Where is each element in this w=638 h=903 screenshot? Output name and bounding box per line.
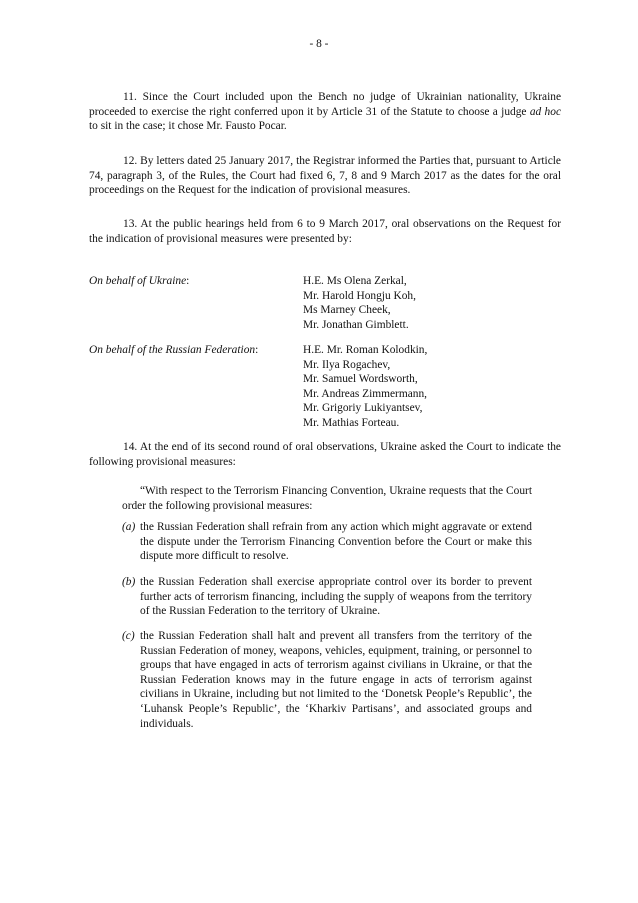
russia-label-colon: : — [255, 344, 259, 356]
paragraph-14 — [89, 440, 561, 469]
paragraph-11-end: to sit in the case; it chose Mr. Fausto Pocar. — [89, 120, 287, 133]
measure-marker: (a) — [122, 521, 136, 533]
measure-b — [122, 575, 532, 619]
measure-text: the Russian Federation shall exercise appropriate control over its border to prevent further acts of terrorism financing, including the supply of weapons from the territory of the Russian Federation to the territory of Ukraine. — [140, 576, 532, 618]
paragraph-12 — [89, 154, 561, 198]
paragraph-14-text: 14. At the end of its second round of oral observations, Ukraine asked the Court to indicate the following provisional measures: — [89, 441, 561, 468]
representative-name: Mr. Andreas Zimmermann, — [303, 387, 428, 400]
representative-name: H.E. Ms Olena Zerkal, — [303, 275, 407, 287]
measure-marker: (b) — [122, 576, 136, 588]
paragraph-11-text: 11. Since the Court included upon the Bench no judge of Ukrainian nationality, Ukraine proceeded to exercise the right conferred upon it by Article 31 of the Statute to choose a judge — [89, 91, 561, 118]
representative-name: Mr. Harold Hongju Koh, — [303, 289, 416, 302]
measure-text: the Russian Federation shall refrain from any action which might aggravate or extend the dispute under the Terrorism Financing Convention before the Court or make this dispute more difficult to resolve. — [140, 521, 532, 563]
quote-intro-text: “With respect to the Terrorism Financing Convention, Ukraine requests that the Court order the following provisional measures: — [122, 485, 532, 512]
paragraph-13 — [89, 217, 561, 246]
representative-name: Mr. Ilya Rogachev, — [303, 358, 391, 371]
measure-marker: (c) — [122, 630, 135, 642]
russia-representatives — [303, 343, 427, 431]
paragraph-12-text: 12. By letters dated 25 January 2017, the Registrar informed the Parties that, pursuant to Article 74, paragraph 3, of the Rules, the Court had fixed 6, 7, 8 and 9 March 2017 as the dates for the oral proceedings on the Request for the indication of provisional measures. — [89, 155, 561, 197]
russia-label — [89, 343, 258, 358]
representative-name: Mr. Grigoriy Lukiyantsev, — [303, 402, 423, 415]
representative-name: H.E. Mr. Roman Kolodkin, — [303, 344, 428, 356]
representative-name: Mr. Mathias Forteau. — [303, 416, 400, 429]
quote-intro — [122, 484, 532, 513]
ukraine-label — [89, 274, 189, 289]
representative-name: Mr. Jonathan Gimblett. — [303, 318, 409, 331]
russia-label-text: On behalf of the Russian Federation — [89, 344, 256, 356]
ukraine-label-text: On behalf of Ukraine — [89, 275, 187, 287]
page-number: - 8 - — [309, 38, 329, 50]
ukraine-label-colon: : — [186, 275, 190, 287]
paragraph-13-text: 13. At the public hearings held from 6 to 9 March 2017, oral observations on the Request for the indication of provisional measures were presented by: — [89, 218, 561, 245]
representative-name: Ms Marney Cheek, — [303, 304, 391, 317]
paragraph-11 — [89, 90, 561, 134]
paragraph-11-italic: ad hoc — [529, 105, 561, 118]
measure-text: the Russian Federation shall halt and prevent all transfers from the territory of the Russian Federation of money, weapons, vehicles, equipment, training, or personnel to groups that have engaged in acts of terrorism against civilians in Ukraine, or that the Russian Federation knows may in the future engage in acts of terrorism against civilians in Ukraine, including but not limited to the ‘Donetsk People’s Republic’, the ‘Luhansk People’s Republic’, the ‘Kharkiv Partisans’, and associated groups and individuals. — [140, 630, 532, 730]
measure-c — [122, 629, 532, 731]
measure-a — [122, 520, 532, 564]
ukraine-representatives — [303, 274, 416, 332]
representative-name: Mr. Samuel Wordsworth, — [303, 373, 418, 386]
